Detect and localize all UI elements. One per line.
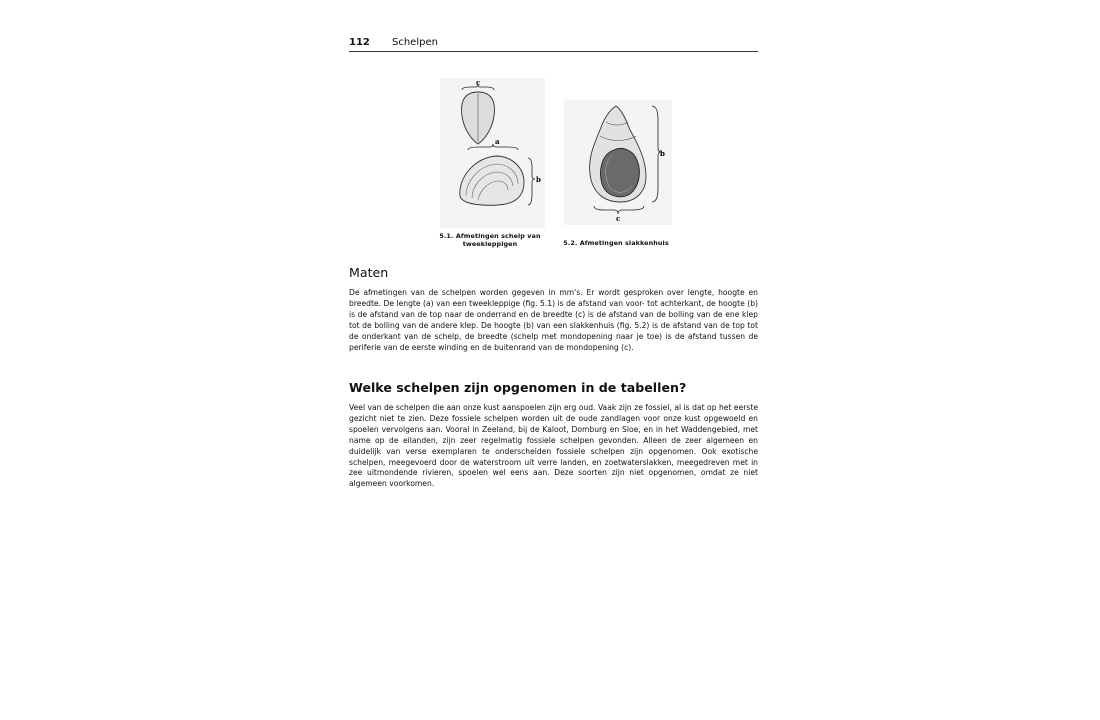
section-heading: Welke schelpen zijn opgenomen in de tabellen? xyxy=(349,380,687,395)
figure-caption: 5.2. Afmetingen slakkenhuis xyxy=(563,239,669,247)
section-paragraph: Veel van de schelpen die aan onze kust aanspoelen zijn erg oud. Vaak zijn ze fossiel, al is dat op het eerste gezicht niet te zien. Deze fossiele schelpen worden uit de oude zandlagen voor onze kust opgewoeld en spoelen vervolgens aan. Vooral in Zeeland, bij de Kaloot, Domburg en Sloe, en in het Waddengebied, met name op de eilanden, zijn zeer regelmatig fossiele schelpen gevonden. Alleen de zeer algemeen en duidelijk van verse exemplaren te onderscheiden fossiele schelpen zijn opgenomen. Ook exotische schelpen, meegevoerd door de waterstroom uit verre landen, en zoetwaterslakken, meegedreven met in zee uitmondende rivieren, spoelen wel eens aan. Deze soorten zijn niet opgenomen, omdat ze niet algemeen voorkomen. xyxy=(349,403,758,489)
figure-bivalve xyxy=(440,78,545,228)
label-a: a xyxy=(495,137,500,146)
caption-line: tweekleppigen xyxy=(462,239,518,248)
chapter-title: Schelpen xyxy=(392,37,438,48)
label-b: b xyxy=(660,149,665,158)
label-b: b xyxy=(536,175,541,184)
section-paragraph: De afmetingen van de schelpen worden gegeven in mm's. Er wordt gesproken over lengte, hoogte en breedte. De lengte (a) van een tweekleppige (fig. 5.1) is de afstand van voor- tot achterkant, de hoogte (b) is de afstand van de top naar de onderrand en de breedte (c) is de afstand van de bolling van de ene klep tot de bolling van de andere klep. De hoogte (b) van een slakkenhuis (fig. 5.2) is de afstand van de top tot de onderkant van de schelp, de breedte (schelp met mondopening naar je toe) is de afstand tussen de periferie van de eerste winding en de buitenrand van de mondopening (c). xyxy=(349,288,758,352)
page-number: 112 xyxy=(349,37,370,48)
aperture xyxy=(601,148,640,196)
label-c: c xyxy=(476,78,481,87)
running-head xyxy=(349,37,758,52)
figure-caption xyxy=(434,233,546,248)
label-c: c xyxy=(616,214,621,223)
section-heading: Maten xyxy=(349,265,389,280)
figure-gastropod xyxy=(564,100,672,225)
caption-line: 5.1. Afmetingen schelp van xyxy=(439,232,541,240)
